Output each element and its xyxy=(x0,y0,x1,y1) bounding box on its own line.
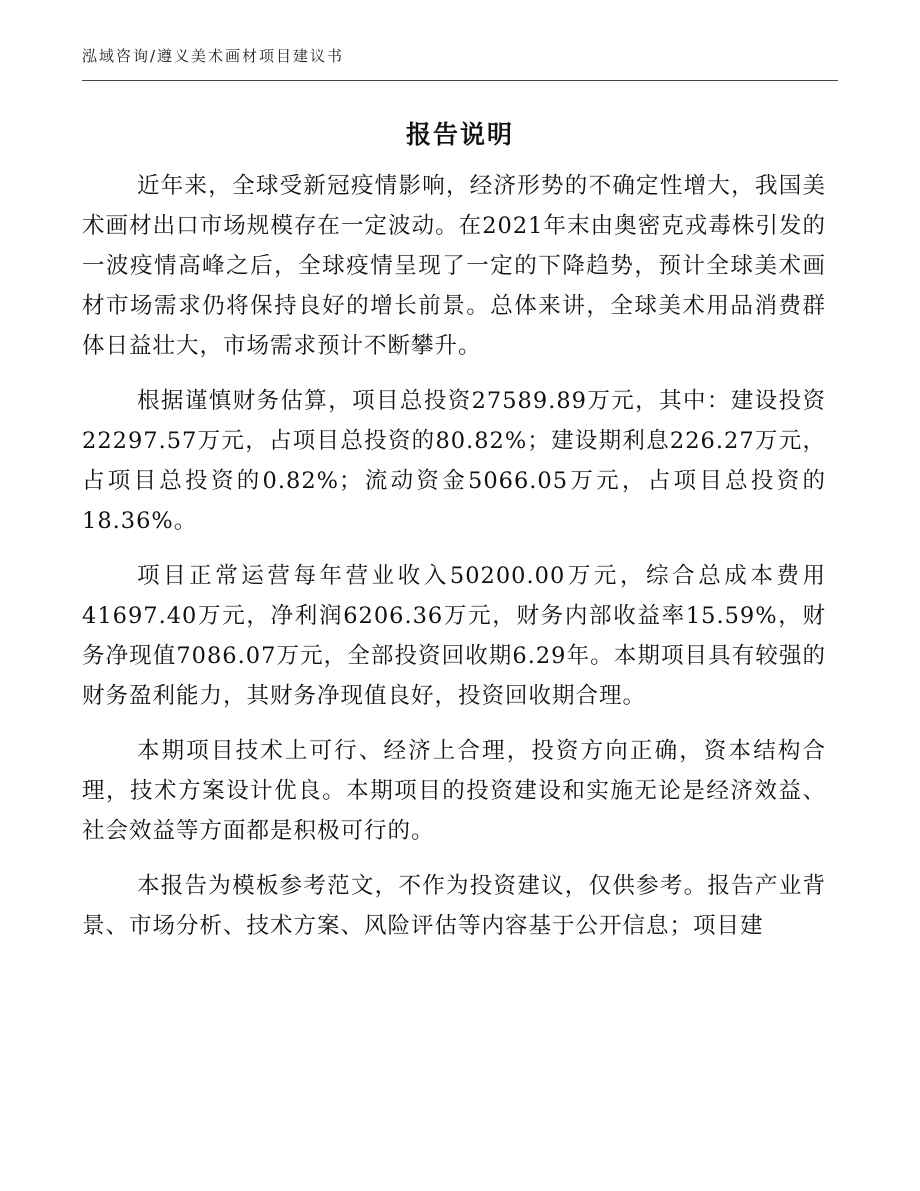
header-divider xyxy=(82,80,838,81)
running-header: 泓域咨询/遵义美术画材项目建议书 xyxy=(82,47,345,65)
paragraph-investment-estimate: 根据谨慎财务估算，项目总投资27589.89万元，其中：建设投资22297.57万元，占项目总投资的80.82%；建设期利息226.27万元，占项目总投资的0.82%；流动资金5066.05万元，占项目总投资的18.36%。 xyxy=(82,388,826,534)
paragraph-feasibility: 本期项目技术上可行、经济上合理，投资方向正确，资本结构合理，技术方案设计优良。本期项目的投资建设和实施无论是经济效益、社会效益等方面都是积极可行的。 xyxy=(82,738,826,844)
paragraph-financial-results: 项目正常运营每年营业收入50200.00万元，综合总成本费用41697.40万元，净利润6206.36万元，财务内部收益率15.59%，财务净现值7086.07万元，全部投资回收期6.29年。本期项目具有较强的财务盈利能力，其财务净现值良好，投资回收期合理。 xyxy=(82,563,826,709)
paragraph-market-background: 近年来，全球受新冠疫情影响，经济形势的不确定性增大，我国美术画材出口市场规模存在一定波动。在2021年末由奥密克戎毒株引发的一波疫情高峰之后，全球疫情呈现了一定的下降趋势，预计全球美术画材市场需求仍将保持良好的增长前景。总体来讲，全球美术用品消费群体日益壮大，市场需求预计不断攀升。 xyxy=(82,173,826,359)
page-title: 报告说明 xyxy=(405,120,514,149)
paragraph-disclaimer: 本报告为模板参考范文，不作为投资建议，仅供参考。报告产业背景、市场分析、技术方案、风险评估等内容基于公开信息；项目建 xyxy=(82,873,826,939)
document-body xyxy=(82,166,826,961)
